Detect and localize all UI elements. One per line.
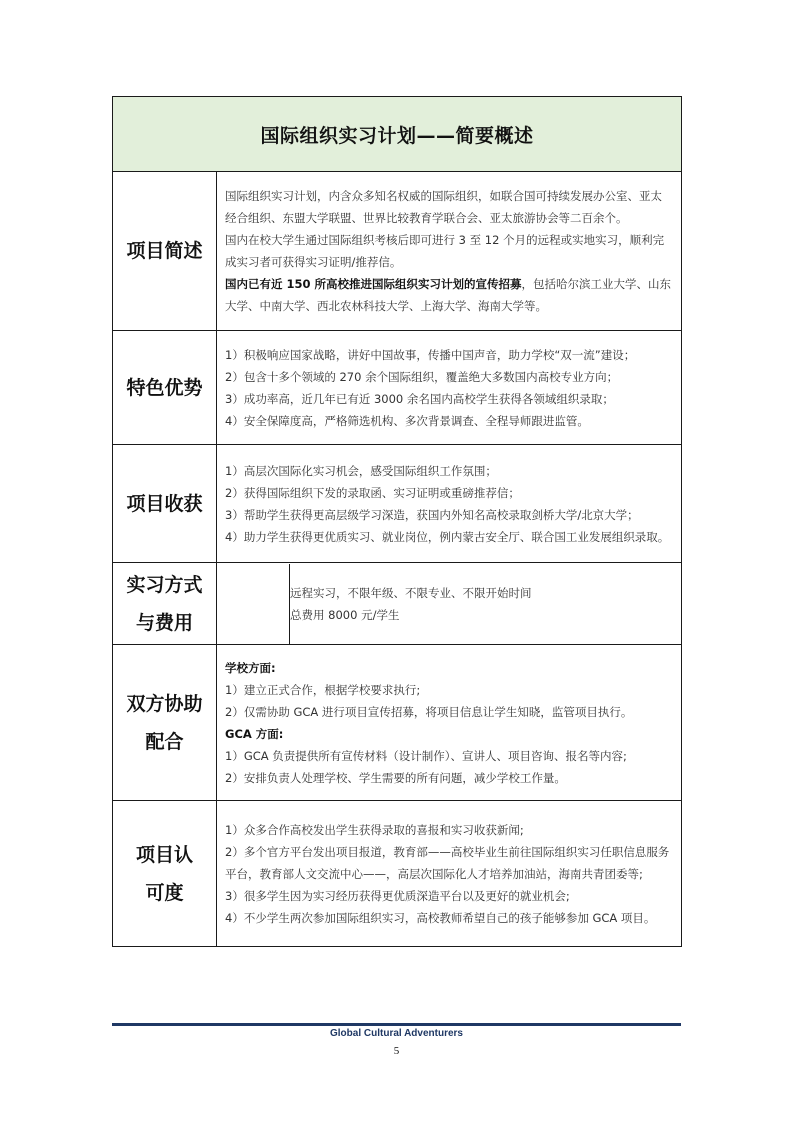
- recognition-label-line-2: 可度: [145, 881, 184, 904]
- features-item: 1）积极响应国家战略，讲好中国故事，传播中国声音，助力学校“双一流”建设；: [225, 347, 636, 362]
- recognition-item: 4）不少学生两次参加国际组织实习，高校教师希望自己的孩子能够参加 GCA 项目。: [225, 910, 656, 925]
- features-content: [217, 331, 682, 445]
- recognition-content: [217, 801, 682, 947]
- gains-item: 3）帮助学生获得更高层级学习深造，获国内外知名高校录取剑桥大学/北京大学；: [225, 507, 639, 522]
- recognition-label-line-1: 项目认: [135, 843, 193, 866]
- recognition-item: 3）很多学生因为实习经历获得更优质深造平台以及更好的就业机会;: [225, 888, 570, 903]
- title-row: [113, 97, 682, 172]
- overview-content: [217, 172, 682, 331]
- cooperation-row: [113, 645, 682, 801]
- gains-row: [113, 445, 682, 563]
- features-label: 特色优势: [113, 331, 217, 445]
- mode-label-line-2: 与费用: [135, 611, 193, 634]
- gains-item: 1）高层次国际化实习机会，感受国际组织工作氛围；: [225, 463, 497, 478]
- gca-item: 1）GCA 负责提供所有宣传材料（设计制作）、宣讲人、项目咨询、报名等内容;: [225, 748, 627, 763]
- gains-item: 4）助力学生获得更优质实习、就业岗位，例内蒙古安全厅、联合国工业发展组织录取。: [225, 529, 670, 544]
- features-row: [113, 331, 682, 445]
- footer-organization: Global Cultural Adventurers: [330, 1028, 463, 1039]
- school-item: 1）建立正式合作，根据学校要求执行;: [225, 682, 421, 697]
- recognition-label: [113, 801, 217, 947]
- recognition-row: [113, 801, 682, 947]
- overview-table: [112, 96, 682, 947]
- cooperation-content: [217, 645, 682, 801]
- mode-row: [113, 563, 682, 645]
- mode-inner-table: [217, 564, 681, 644]
- recognition-item: 2）多个官方平台发出项目报道，教育部——高校毕业生前往国际组织实习任职信息服务平台，教育部人文交流中心——，高层次国际化人才培养加油站，海南共青团委等;: [225, 844, 670, 881]
- overview-highlight: 国内已有近 150 所高校推进国际组织实习计划的宣传招募: [225, 277, 522, 291]
- mode-line-2: 总费用 8000 元/学生: [290, 607, 400, 622]
- school-item: 2）仅需协助 GCA 进行项目宣传招募，将项目信息让学生知晓，监管项目执行。: [225, 704, 633, 719]
- school-heading: 学校方面:: [225, 660, 276, 675]
- features-item: 4）安全保障度高，严格筛选机构、多次背景调查、全程导师跟进监管。: [225, 413, 589, 428]
- gca-heading: GCA 方面:: [225, 726, 284, 741]
- mode-label: [113, 563, 217, 645]
- cooperation-label: [113, 645, 217, 801]
- overview-paragraph-2: 国内在校大学生通过国际组织考核后即可进行 3 至 12 个月的远程或实地实习，顺利完成实习者可获得实习证明/推荐信。: [225, 233, 665, 269]
- mode-label-line-1: 实习方式: [126, 573, 203, 596]
- features-item: 3）成功率高，近几年已有近 3000 余名国内高校学生获得各领域组织录取；: [225, 391, 614, 406]
- gca-item: 2）安排负责人处理学校、学生需要的所有问题，减少学校工作量。: [225, 770, 566, 785]
- cooperation-label-line-1: 双方协助: [126, 692, 203, 715]
- overview-university-list: ，包括哈尔滨工业大学、山东大学、中南大学、西北农林科技大学、上海大学、海南大学等。: [225, 277, 672, 313]
- mode-line-1: 远程实习，不限年级、不限专业、不限开始时间: [290, 585, 532, 600]
- mode-empty-cell: [217, 564, 290, 644]
- page-number: 5: [393, 1045, 400, 1057]
- gains-content: [217, 445, 682, 563]
- table-title: 国际组织实习计划——简要概述: [113, 97, 682, 172]
- cooperation-label-line-2: 配合: [145, 730, 184, 753]
- overview-paragraph-3: [225, 273, 673, 317]
- gains-item: 2）获得国际组织下发的录取函、实习证明或重磅推荐信；: [225, 485, 520, 500]
- overview-row: [113, 172, 682, 331]
- overview-label: 项目简述: [113, 172, 217, 331]
- footer-rule: [112, 1023, 681, 1026]
- gains-label: 项目收获: [113, 445, 217, 563]
- overview-paragraph-1: 国际组织实习计划，内含众多知名权威的国际组织，如联合国可持续发展办公室、亚太经合组织、东盟大学联盟、世界比较教育学联合会、亚太旅游协会等二百余个。: [225, 189, 662, 225]
- mode-content: [217, 563, 682, 645]
- recognition-item: 1）众多合作高校发出学生获得录取的喜报和实习收获新闻;: [225, 822, 524, 837]
- features-item: 2）包含十多个领域的 270 余个国际组织，覆盖绝大多数国内高校专业方向；: [225, 369, 619, 384]
- mode-details: [290, 564, 682, 644]
